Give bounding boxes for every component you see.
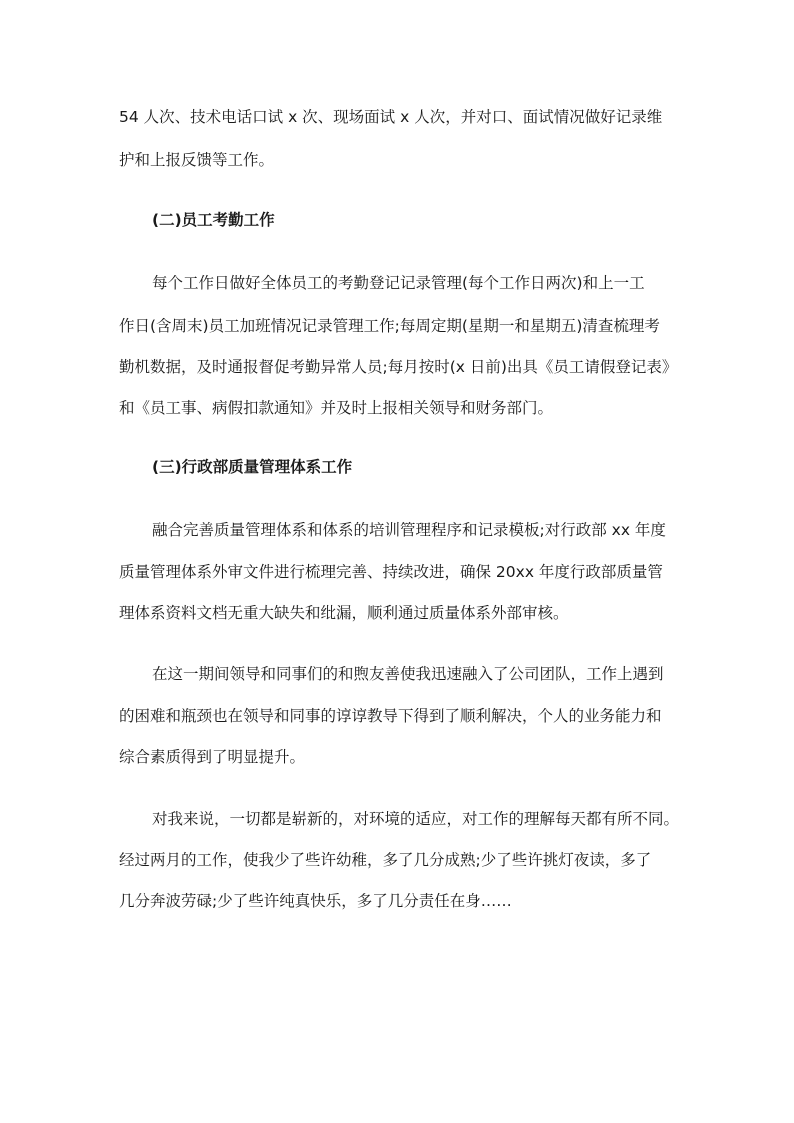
- section-2-line-3: 勤机数据，及时通报督促考勤异常人员;每月按时(x 日前)出具《员工请假登记表》: [119, 358, 678, 376]
- paragraph-5-line-1: 对我来说，一切都是崭新的，对环境的适应，对工作的理解每天都有所不同。: [152, 810, 680, 828]
- intro-line-1: 54 人次、技术电话口试 x 次、现场面试 x 人次，并对口、面试情况做好记录维: [119, 108, 663, 126]
- section-3-line-2: 质量管理体系外审文件进行梳理完善、持续改进，确保 20xx 年度行政部质量管: [119, 563, 663, 581]
- paragraph-5-line-2: 经过两月的工作，使我少了些许幼稚，多了几分成熟;少了些许挑灯夜读，多了: [119, 851, 652, 869]
- paragraph-4-line-1: 在这一期间领导和同事们的和煦友善使我迅速融入了公司团队，工作上遇到: [152, 665, 664, 683]
- section-3-heading: (三)行政部质量管理体系工作: [152, 458, 353, 476]
- paragraph-4-line-2: 的困难和瓶颈也在领导和同事的谆谆教导下得到了顺利解决，个人的业务能力和: [119, 707, 662, 725]
- intro-line-2: 护和上报反馈等工作。: [119, 151, 275, 169]
- paragraph-4-line-3: 综合素质得到了明显提升。: [119, 748, 306, 766]
- section-3-line-3: 理体系资料文档无重大缺失和纰漏，顺利通过质量体系外部审核。: [119, 604, 569, 622]
- section-2-line-4: 和《员工事、病假扣款通知》并及时上报相关领导和财务部门。: [119, 399, 554, 417]
- section-2-heading: (二)员工考勤工作: [152, 211, 275, 229]
- section-2-line-2: 作日(含周末)员工加班情况记录管理工作;每周定期(星期一和星期五)清查梳理考: [119, 317, 660, 335]
- section-2-line-1: 每个工作日做好全体员工的考勤登记记录管理(每个工作日两次)和上一工: [152, 274, 645, 292]
- paragraph-5-line-3: 几分奔波劳碌;少了些许纯真快乐，多了几分责任在身……: [119, 892, 512, 910]
- section-3-line-1: 融合完善质量管理体系和体系的培训管理程序和记录模板;对行政部 xx 年度: [152, 521, 666, 539]
